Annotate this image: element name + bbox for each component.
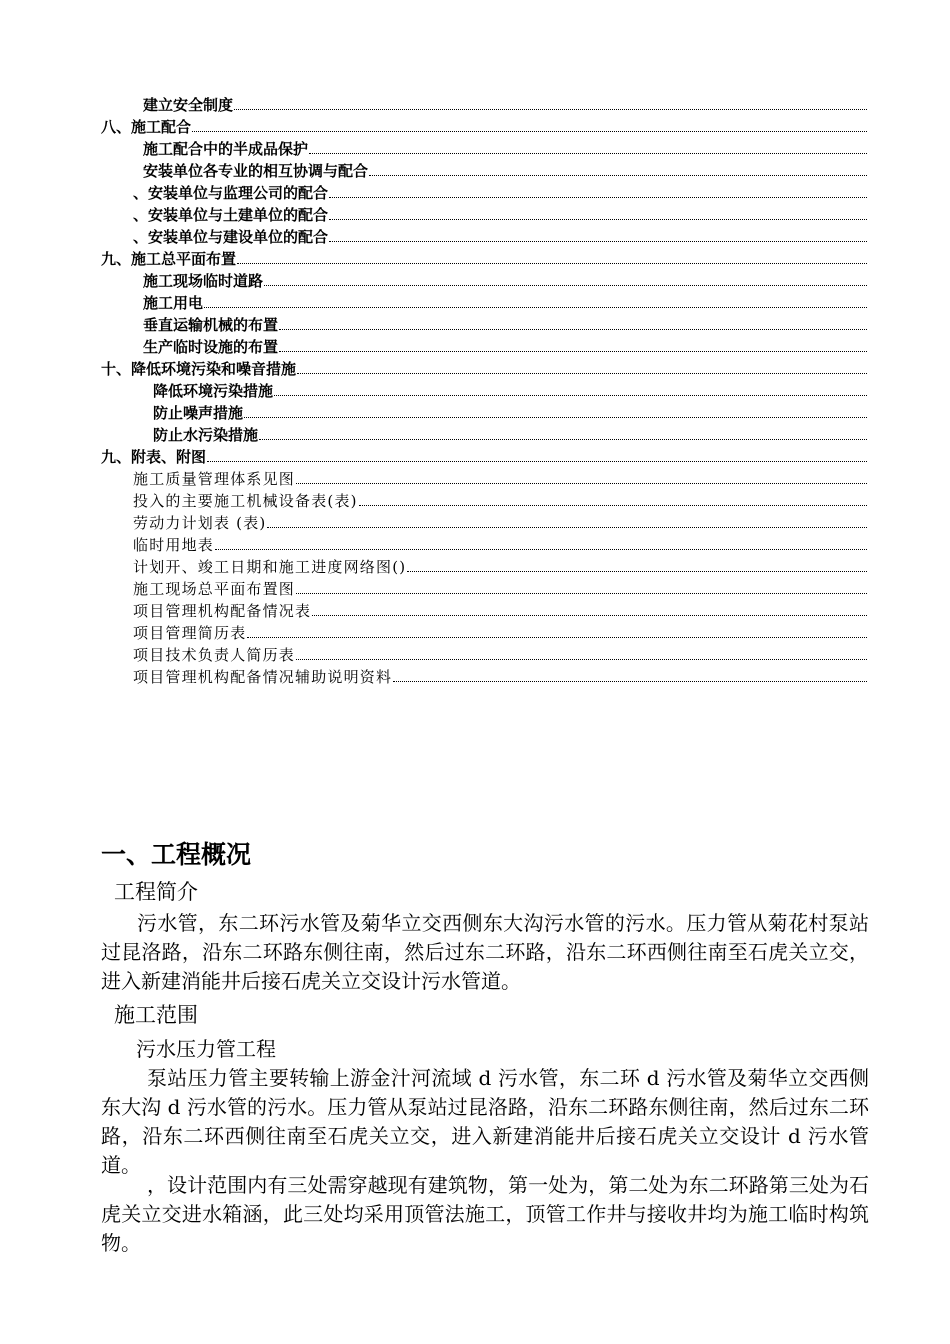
toc-entry-label: 、安装单位与土建单位的配合 [133, 206, 329, 224]
toc-entry-label: 、安装单位与建设单位的配合 [133, 228, 329, 246]
toc-entry[interactable] [101, 312, 867, 334]
scope-paragraph-1 [101, 1064, 869, 1180]
toc-entry-label: 临时用地表 [133, 536, 215, 554]
toc-entry[interactable] [101, 488, 867, 510]
toc-dot-leader [279, 350, 867, 352]
toc-entry[interactable] [101, 268, 867, 290]
toc-dot-leader [215, 548, 867, 550]
toc-dot-leader [312, 614, 867, 616]
toc-dot-leader [296, 592, 867, 594]
toc-dot-leader [274, 394, 867, 396]
scope-sub-title: 污水压力管工程 [136, 1037, 276, 1061]
toc-entry[interactable] [101, 136, 867, 158]
toc-entry[interactable] [101, 576, 867, 598]
toc-entry[interactable] [101, 334, 867, 356]
toc-entry-label: 项目管理简历表 [133, 624, 247, 642]
toc-dot-leader [359, 504, 867, 506]
toc-entry[interactable] [101, 290, 867, 312]
toc-entry[interactable] [101, 202, 867, 224]
toc-dot-leader [329, 196, 867, 198]
toc-entry-label: 防止噪声措施 [153, 404, 244, 422]
toc-dot-leader [247, 636, 867, 638]
toc-dot-leader [393, 680, 867, 682]
toc-dot-leader [297, 372, 867, 374]
toc-entry-label: 八、施工配合 [101, 118, 192, 136]
toc-entry-label: 安装单位各专业的相互协调与配合 [143, 162, 369, 180]
toc-entry-label: 劳动力计划表 (表) [133, 514, 267, 532]
section-title: 一、工程概况 [101, 840, 252, 869]
toc-entry-label: 九、附表、附图 [101, 448, 207, 466]
toc-entry[interactable] [101, 554, 867, 576]
toc-entry[interactable] [101, 422, 867, 444]
toc-dot-leader [207, 460, 867, 462]
scope-title: 施工范围 [114, 1003, 198, 1027]
toc-entry[interactable] [101, 642, 867, 664]
toc-dot-leader [259, 438, 867, 440]
toc-entry[interactable] [101, 180, 867, 202]
toc-dot-leader [329, 240, 867, 242]
toc-chapter-entry[interactable] [101, 356, 867, 378]
table-of-contents [101, 92, 867, 686]
toc-entry[interactable] [101, 620, 867, 642]
toc-entry[interactable] [101, 598, 867, 620]
scope-paragraph-2 [101, 1171, 869, 1258]
toc-entry-label: 降低环境污染措施 [153, 382, 274, 400]
toc-entry-label: 施工用电 [143, 294, 204, 312]
toc-dot-leader [309, 152, 867, 154]
toc-entry-label: 项目管理机构配备情况辅助说明资料 [133, 668, 393, 686]
scope-text-1: 泵站压力管主要转输上游金汁河流域 d 污水管，东二环 d 污水管及菊华立交西侧东大沟 d 污水管的污水。压力管从泵站过昆洛路，沿东二环路东侧往南，然后过东二环路，沿东二环西侧往南至石虎关立交，进入新建消能井后接石虎关立交设计 d 污水管道。 [101, 1066, 869, 1177]
toc-dot-leader [264, 284, 867, 286]
toc-entry-label: 施工质量管理体系见图 [133, 470, 296, 488]
toc-dot-leader [244, 416, 867, 418]
toc-dot-leader [237, 262, 867, 264]
toc-entry[interactable] [101, 510, 867, 532]
toc-entry-label: 计划开、竣工日期和施工进度网络图() [133, 558, 407, 576]
scope-text-2: ，设计范围内有三处需穿越现有建筑物，第一处为，第二处为东二环路第三处为石虎关立交进水箱涵，此三处均采用顶管法施工，顶管工作井与接收井均为施工临时构筑物。 [101, 1173, 869, 1255]
toc-entry-label: 施工现场总平面布置图 [133, 580, 296, 598]
toc-dot-leader [296, 658, 867, 660]
toc-entry-label: 施工配合中的半成品保护 [143, 140, 309, 158]
toc-entry-label: 项目管理机构配备情况表 [133, 602, 312, 620]
toc-entry-label: 生产临时设施的布置 [143, 338, 279, 356]
intro-paragraph [101, 909, 869, 996]
toc-entry[interactable] [101, 158, 867, 180]
toc-chapter-entry[interactable] [101, 114, 867, 136]
toc-dot-leader [296, 482, 867, 484]
toc-entry-label: 项目技术负责人简历表 [133, 646, 296, 664]
toc-entry[interactable] [101, 378, 867, 400]
toc-entry-label: 防止水污染措施 [153, 426, 259, 444]
toc-chapter-entry[interactable] [101, 444, 867, 466]
toc-chapter-entry[interactable] [101, 246, 867, 268]
toc-entry-label: 九、施工总平面布置 [101, 250, 237, 268]
toc-entry-label: 建立安全制度 [143, 96, 234, 114]
toc-entry[interactable] [101, 92, 867, 114]
toc-dot-leader [329, 218, 867, 220]
toc-entry[interactable] [101, 664, 867, 686]
toc-entry-label: 垂直运输机械的布置 [143, 316, 279, 334]
toc-dot-leader [267, 526, 867, 528]
toc-dot-leader [407, 570, 867, 572]
toc-entry[interactable] [101, 224, 867, 246]
toc-entry-label: 、安装单位与监理公司的配合 [133, 184, 329, 202]
intro-title: 工程简介 [114, 880, 198, 904]
toc-entry-label: 投入的主要施工机械设备表(表) [133, 492, 358, 510]
toc-entry[interactable] [101, 532, 867, 554]
intro-text: 污水管，东二环污水管及菊华立交西侧东大沟污水管的污水。压力管从菊花村泵站过昆洛路，沿东二环路东侧往南，然后过东二环路，沿东二环西侧往南至石虎关立交，进入新建消能井后接石虎关立交设计污水管道。 [101, 911, 869, 993]
toc-entry[interactable] [101, 400, 867, 422]
toc-dot-leader [192, 130, 867, 132]
toc-entry-label: 施工现场临时道路 [143, 272, 264, 290]
toc-dot-leader [234, 108, 867, 110]
toc-entry-label: 十、降低环境污染和噪音措施 [101, 360, 297, 378]
toc-entry[interactable] [101, 466, 867, 488]
toc-dot-leader [369, 174, 867, 176]
toc-dot-leader [204, 306, 867, 308]
toc-dot-leader [279, 328, 867, 330]
